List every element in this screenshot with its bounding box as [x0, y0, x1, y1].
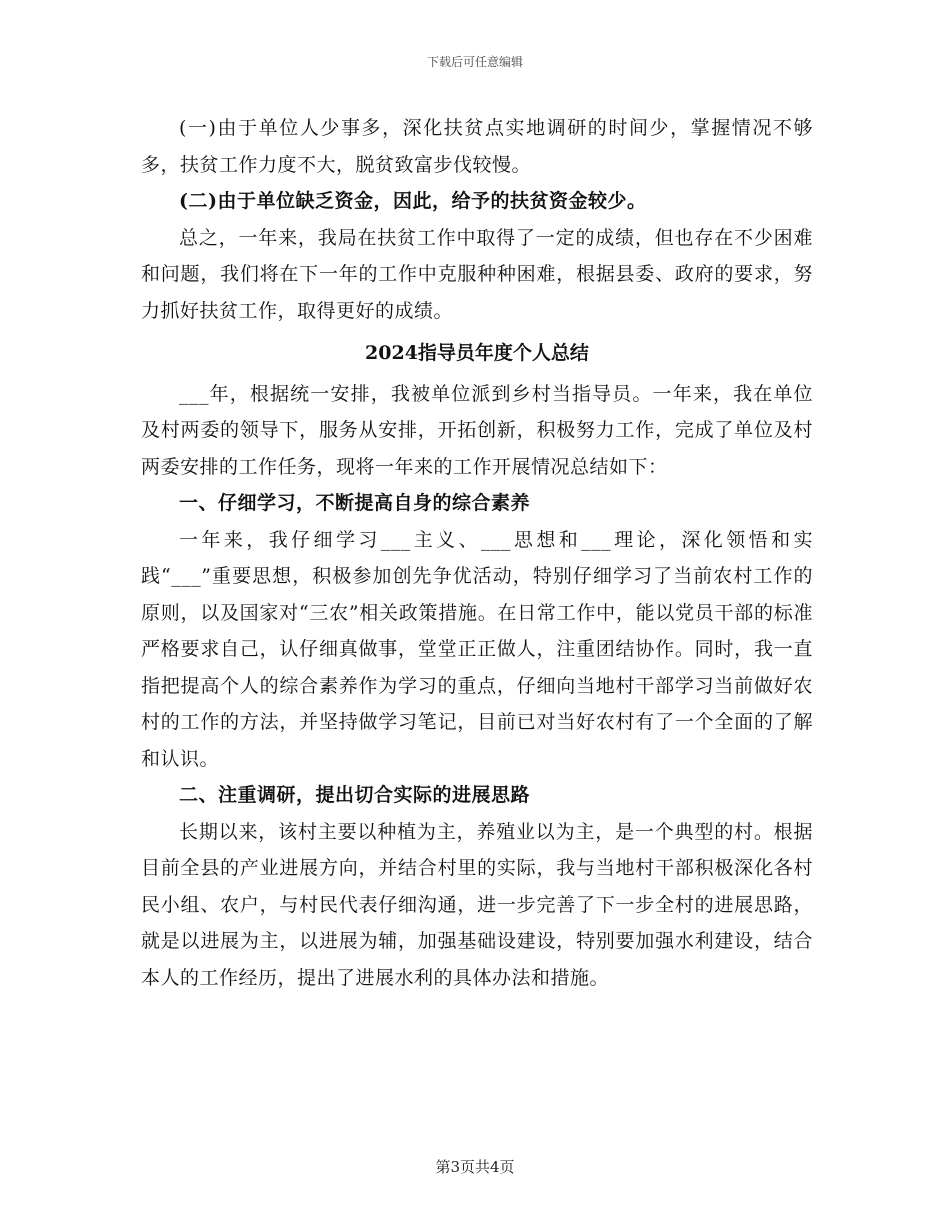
paragraph-issue-two: (二)由于单位缺乏资金，因此，给予的扶贫资金较少。: [179, 190, 647, 212]
paragraph-conclusion: 总之，一年来，我局在扶贫工作中取得了一定的成绩，但也存在不少困难和问题，我们将在下一年的工作中克服种种困难，根据县委、政府的要求，努力抓好扶贫工作，取得更好的成绩。: [141, 226, 813, 322]
paragraph-intro: ___年，根据统一安排，我被单位派到乡村当指导员。一年来，我在单位及村两委的领导下，服务从安排，开拓创新，积极努力工作，完成了单位及村两委安排的工作任务，现将一年来的工作开展情况总结如下：: [141, 382, 813, 478]
paragraph-study: 一年来，我仔细学习___主义、___思想和___理论，深化领悟和实践“___”重要思想，积极参加创先争优活动，特别仔细学习了当前农村工作的原则，以及国家对“三农”相关政策措施。在日常工作中，能以党员干部的标准严格要求自己，认仔细真做事，堂堂正正做人，注重团结协作。同时，我一直指把提高个人的综合素养作为学习的重点，仔细向当地村干部学习当前做好农村的工作的方法，并坚持做学习笔记，目前已对当好农村有了一个全面的了解和认识。: [141, 528, 813, 770]
page-header-note: 下载后可任意编辑: [426, 55, 523, 69]
document-body: [141, 110, 813, 996]
paragraph-research: 长期以来，该村主要以种植为主，养殖业以为主，是一个典型的村。根据目前全县的产业进展方向，并结合村里的实际，我与当地村干部积极深化各村民小组、农户，与村民代表仔细沟通，进一步完善了下一步全村的进展思路，就是以进展为主，以进展为辅，加强基础设建设，特别要加强水利建设，结合本人的工作经历，提出了进展水利的具体办法和措施。: [141, 820, 813, 989]
document-title: 2024指导员年度个人总结: [365, 342, 589, 364]
section-heading-research: 二、注重调研，提出切合实际的进展思路: [179, 784, 531, 806]
section-heading-study: 一、仔细学习，不断提高自身的综合素养: [179, 492, 531, 514]
page-footer-number: 第3页共4页: [435, 1158, 515, 1176]
paragraph-issue-one: (一)由于单位人少事多，深化扶贫点实地调研的时间少，掌握情况不够多，扶贫工作力度不大，脱贫致富步伐较慢。: [141, 117, 813, 176]
